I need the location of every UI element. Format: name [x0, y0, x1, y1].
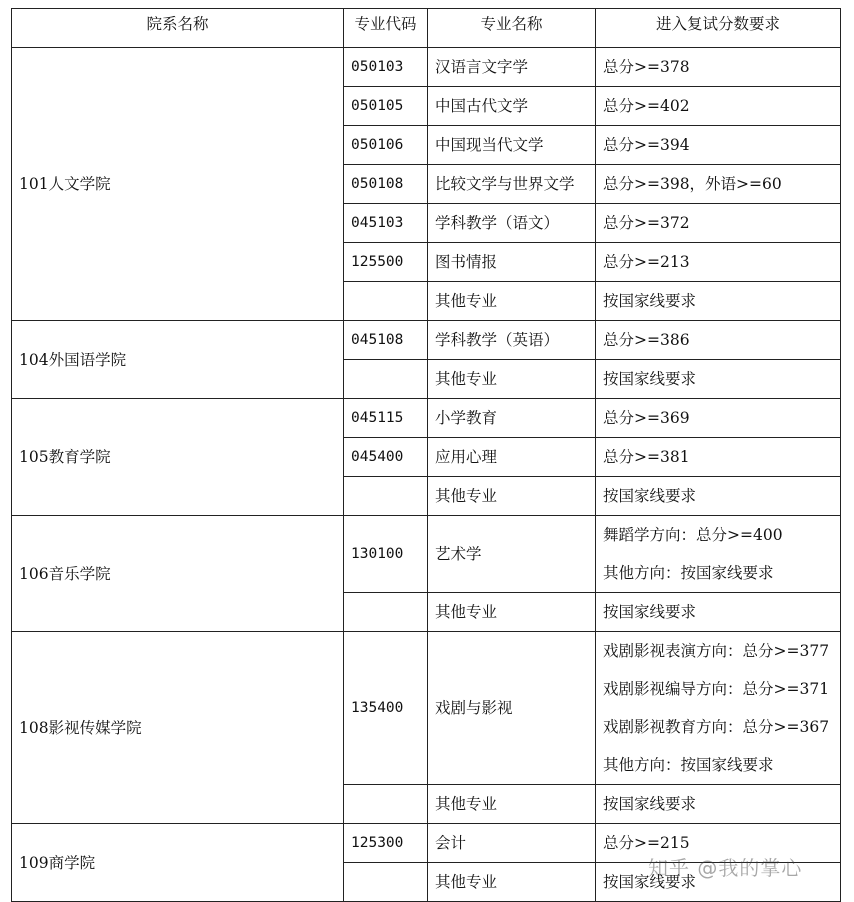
major-code: 050105: [344, 87, 428, 126]
header-college: 院系名称: [12, 9, 344, 48]
major-name: 其他专业: [428, 282, 596, 321]
major-name: 汉语言文字学: [428, 48, 596, 87]
major-code: [344, 785, 428, 824]
score-requirement: [596, 48, 841, 87]
score-requirement: [596, 321, 841, 360]
requirement-line: 总分>=394: [603, 136, 690, 154]
header-major: 专业名称: [428, 9, 596, 48]
major-name: 比较文学与世界文学: [428, 165, 596, 204]
requirement-line: 总分>=398，外语>=60: [603, 175, 782, 193]
major-code: 050103: [344, 48, 428, 87]
table-row: [12, 516, 841, 593]
college-name: 104外国语学院: [12, 321, 344, 399]
major-name: 其他专业: [428, 593, 596, 632]
score-requirement: [596, 87, 841, 126]
requirement-line: 总分>=215: [603, 834, 690, 852]
score-requirement: [596, 785, 841, 824]
major-code: 045115: [344, 399, 428, 438]
major-name: 其他专业: [428, 477, 596, 516]
requirement-line: 总分>=386: [603, 331, 690, 349]
college-name: 108影视传媒学院: [12, 632, 344, 824]
major-code: 135400: [344, 632, 428, 785]
major-name: 其他专业: [428, 785, 596, 824]
major-code: 050106: [344, 126, 428, 165]
header-code: 专业代码: [344, 9, 428, 48]
score-requirements-table: [11, 8, 841, 902]
score-requirement: [596, 516, 841, 593]
requirement-line: 总分>=381: [603, 448, 690, 466]
major-name: 中国现当代文学: [428, 126, 596, 165]
requirement-line: 按国家线要求: [603, 603, 697, 621]
table-row: [12, 48, 841, 87]
requirement-line: 总分>=372: [603, 214, 690, 232]
major-code: [344, 282, 428, 321]
major-code: 045103: [344, 204, 428, 243]
score-requirement: [596, 282, 841, 321]
major-name: 其他专业: [428, 863, 596, 902]
major-code: [344, 593, 428, 632]
major-name: 应用心理: [428, 438, 596, 477]
table-row: [12, 321, 841, 360]
major-name: 戏剧与影视: [428, 632, 596, 785]
major-code: [344, 477, 428, 516]
requirement-line: 其他方向：按国家线要求: [603, 564, 774, 582]
college-name: 106音乐学院: [12, 516, 344, 632]
header-row: [12, 9, 841, 48]
major-code: 050108: [344, 165, 428, 204]
table-row: [12, 399, 841, 438]
major-name: 会计: [428, 824, 596, 863]
major-code: 045108: [344, 321, 428, 360]
score-requirement: [596, 126, 841, 165]
requirement-line: 总分>=213: [603, 253, 690, 271]
requirement-line: 戏剧影视教育方向：总分>=367: [603, 718, 830, 736]
score-requirement: [596, 477, 841, 516]
requirement-line: 按国家线要求: [603, 873, 697, 891]
major-code: 045400: [344, 438, 428, 477]
major-code: 130100: [344, 516, 428, 593]
score-requirement: [596, 165, 841, 204]
requirement-line: 总分>=369: [603, 409, 690, 427]
table-body: [12, 48, 841, 902]
score-requirement: [596, 399, 841, 438]
major-code: 125300: [344, 824, 428, 863]
score-requirement: [596, 204, 841, 243]
college-name: 105教育学院: [12, 399, 344, 516]
header-requirement: 进入复试分数要求: [596, 9, 841, 48]
requirement-line: 按国家线要求: [603, 487, 697, 505]
requirement-line: 戏剧影视编导方向：总分>=371: [603, 680, 830, 698]
requirement-line: 其他方向：按国家线要求: [603, 756, 774, 774]
major-name: 学科教学（语文）: [428, 204, 596, 243]
table-container: [11, 8, 840, 902]
major-code: [344, 863, 428, 902]
requirement-line: 按国家线要求: [603, 795, 697, 813]
score-requirement: [596, 632, 841, 785]
table-row: [12, 632, 841, 785]
major-name: 学科教学（英语）: [428, 321, 596, 360]
major-code: 125500: [344, 243, 428, 282]
major-name: 中国古代文学: [428, 87, 596, 126]
college-name: 109商学院: [12, 824, 344, 902]
major-name: 其他专业: [428, 360, 596, 399]
requirement-line: 戏剧影视表演方向：总分>=377: [603, 642, 830, 660]
requirement-line: 总分>=378: [603, 58, 690, 76]
major-name: 小学教育: [428, 399, 596, 438]
watermark: 知乎 @我的掌心: [648, 856, 803, 880]
requirement-line: 按国家线要求: [603, 370, 697, 388]
college-name: 101人文学院: [12, 48, 344, 321]
major-name: 艺术学: [428, 516, 596, 593]
score-requirement: [596, 243, 841, 282]
requirement-line: 舞蹈学方向：总分>=400: [603, 526, 783, 544]
requirement-line: 按国家线要求: [603, 292, 697, 310]
major-name: 图书情报: [428, 243, 596, 282]
score-requirement: [596, 593, 841, 632]
requirement-line: 总分>=402: [603, 97, 690, 115]
score-requirement: [596, 360, 841, 399]
major-code: [344, 360, 428, 399]
score-requirement: [596, 438, 841, 477]
